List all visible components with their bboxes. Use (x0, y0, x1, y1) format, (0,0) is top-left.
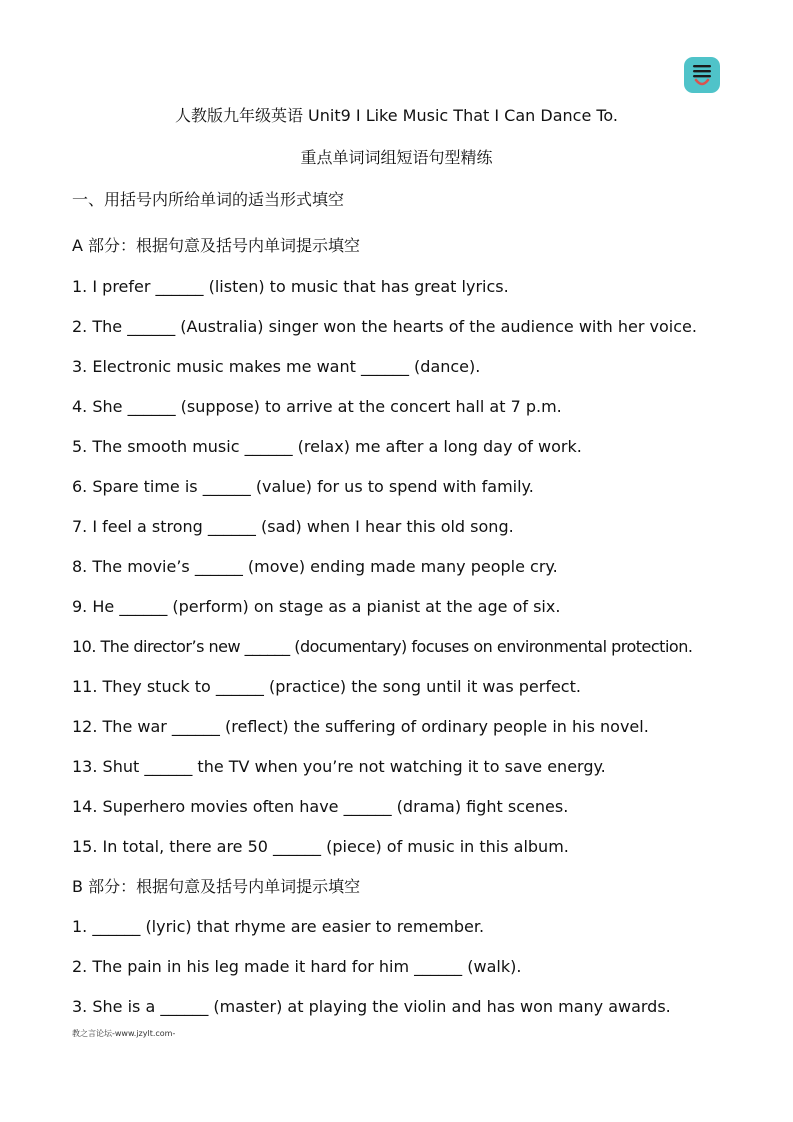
part-a-item-3: 3. Electronic music makes me want ______ (dance). (72, 357, 481, 376)
part-b-item-1: 1. ______ (lyric) that rhyme are easier to remember. (72, 917, 485, 936)
section-heading: 一、用括号内所给单词的适当形式填空 (72, 190, 345, 209)
part-a-item-6: 6. Spare time is ______ (value) for us to spend with family. (72, 477, 534, 496)
part-b-heading: B 部分：根据句意及括号内单词提示填空 (72, 877, 361, 896)
part-a-item-15: 15. In total, there are 50 ______ (piece) of music in this album. (72, 837, 569, 856)
part-a-item-4: 4. She ______ (suppose) to arrive at the concert hall at 7 p.m. (72, 397, 562, 416)
part-a-item-11: 11. They stuck to ______ (practice) the song until it was perfect. (72, 677, 581, 696)
part-b-item-2: 2. The pain in his leg made it hard for him ______ (walk). (72, 957, 522, 976)
part-a-item-5: 5. The smooth music ______ (relax) me after a long day of work. (72, 437, 582, 456)
part-a-item-12: 12. The war ______ (reflect) the suffering of ordinary people in his novel. (72, 717, 649, 736)
part-a-item-9: 9. He ______ (perform) on stage as a pianist at the age of six. (72, 597, 561, 616)
part-a-item-1: 1. I prefer ______ (listen) to music that has great lyrics. (72, 277, 509, 296)
part-a-item-10: 10. The director’s new ______ (documentary) focuses on environmental protection. (72, 637, 693, 656)
footer-text: 教之言论坛-www.jzylt.com- (72, 1029, 176, 1038)
part-a-item-13: 13. Shut ______ the TV when you’re not watching it to save energy. (72, 757, 606, 776)
page-title: 人教版九年级英语 Unit9 I Like Music That I Can Dance To. (174, 106, 619, 125)
part-a-heading: A 部分：根据句意及括号内单词提示填空 (72, 236, 361, 255)
part-a-item-14: 14. Superhero movies often have ______ (drama) fight scenes. (72, 797, 569, 816)
part-b-item-3: 3. She is a ______ (master) at playing the violin and has won many awards. (72, 997, 671, 1016)
logo-icon (684, 57, 720, 93)
part-a-item-7: 7. I feel a strong ______ (sad) when I hear this old song. (72, 517, 514, 536)
part-a-item-8: 8. The movie’s ______ (move) ending made many people cry. (72, 557, 558, 576)
part-a-item-2: 2. The ______ (Australia) singer won the hearts of the audience with her voice. (72, 317, 697, 336)
page-subtitle: 重点单词词组短语句型精练 (300, 148, 493, 167)
